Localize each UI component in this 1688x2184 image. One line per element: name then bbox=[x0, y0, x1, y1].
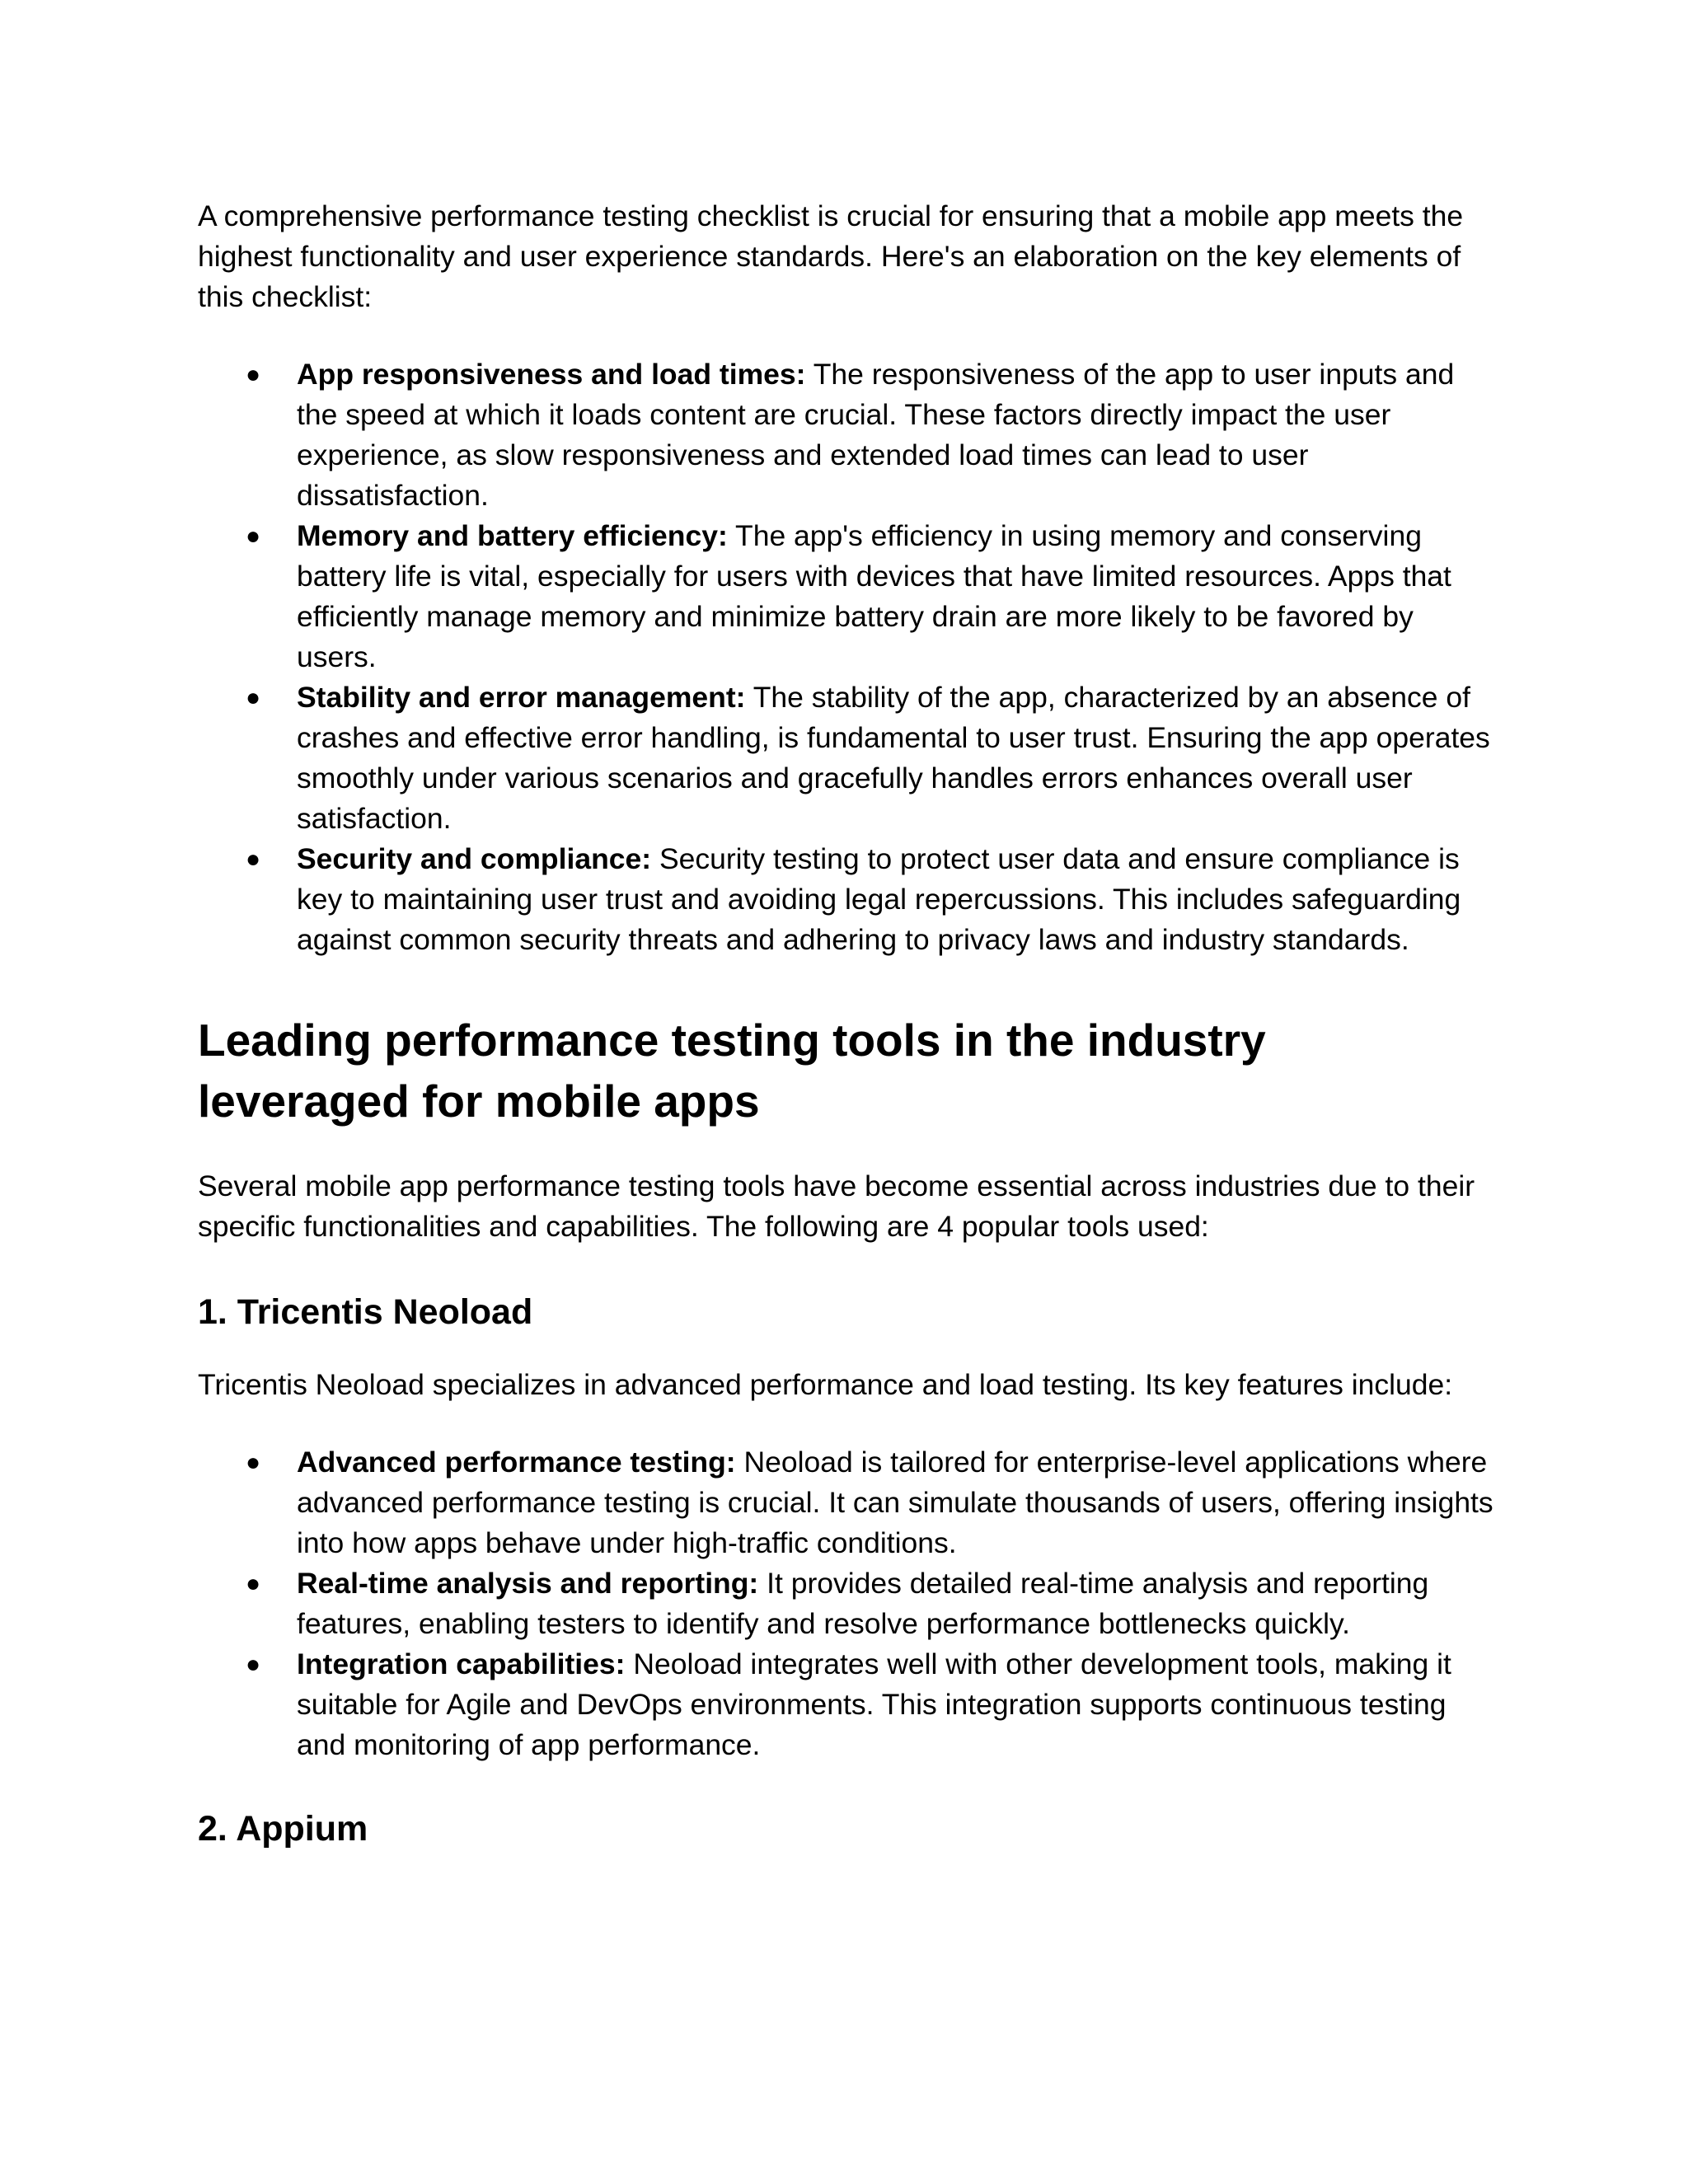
list-item-title: Memory and battery efficiency: bbox=[297, 519, 728, 552]
intro-paragraph: A comprehensive performance testing checklist is crucial for ensuring that a mobile app meets the highest functionality and user experience standards. Here's an elaboration on the key elements of this checklist: bbox=[198, 199, 1464, 313]
bullet-icon: ● bbox=[246, 1570, 261, 1597]
section-intro-paragraph: Several mobile app performance testing tools have become essential across industries due to their specific functionalities and capabilities. The following are 4 popular tools used: bbox=[198, 1169, 1475, 1243]
document-page bbox=[198, 196, 1500, 1853]
bullet-icon: ● bbox=[246, 846, 261, 873]
list-item-title: Security and compliance: bbox=[297, 842, 652, 875]
list-item-text: Security testing to protect user data and ensure compliance is key to maintaining user trust and avoiding legal repercussions. This includes safeguarding against common security threats and adhering to privacy laws and industry standards. bbox=[297, 842, 1461, 956]
list-item-title: Integration capabilities: bbox=[297, 1647, 626, 1680]
list-item-title: Advanced performance testing: bbox=[297, 1446, 736, 1479]
bullet-icon: ● bbox=[246, 1449, 261, 1476]
list-item-title: Real-time analysis and reporting: bbox=[297, 1567, 759, 1600]
bullet-icon: ● bbox=[246, 1651, 261, 1678]
tool-heading-tricentis-neoload: 1. Tricentis Neoload bbox=[198, 1292, 533, 1332]
list-item-title: App responsiveness and load times: bbox=[297, 358, 806, 391]
list-item bbox=[198, 354, 1500, 516]
section-heading-line1: Leading performance testing tools in the industry bbox=[198, 1015, 1266, 1066]
list-item bbox=[198, 1563, 1500, 1644]
bullet-icon: ● bbox=[246, 361, 261, 388]
section-heading bbox=[198, 1010, 1500, 1132]
list-item-text: Neoload integrates well with other development tools, making it suitable for Agile and DevOps environments. This integration supports continuous testing and monitoring of app performance. bbox=[297, 1647, 1451, 1761]
checklist-list bbox=[198, 354, 1500, 960]
list-item-text: The stability of the app, characterized by an absence of crashes and effective error handling, is fundamental to user trust. Ensuring the app operates smoothly under various scenarios and gracefully handles errors enhances overall user satisfaction. bbox=[297, 681, 1490, 835]
bullet-icon: ● bbox=[246, 684, 261, 711]
list-item bbox=[198, 516, 1500, 677]
list-item-text: Neoload is tailored for enterprise-level applications where advanced performance testing is crucial. It can simulate thousands of users, offering insights into how apps behave under high-traffic conditions. bbox=[297, 1446, 1493, 1559]
list-item-text: It provides detailed real-time analysis and reporting features, enabling testers to identify and resolve performance bottlenecks quickly. bbox=[297, 1567, 1429, 1640]
list-item-text: The app's efficiency in using memory and conserving battery life is vital, especially for users with devices that have limited resources. Apps that efficiently manage memory and minimize battery drain are more likely to be favored by users. bbox=[297, 519, 1451, 673]
list-item bbox=[198, 839, 1500, 960]
tool-intro-paragraph: Tricentis Neoload specializes in advanced performance and load testing. Its key features include: bbox=[198, 1368, 1453, 1401]
bullet-icon: ● bbox=[246, 523, 261, 550]
list-item bbox=[198, 1442, 1500, 1563]
tool-features-list bbox=[198, 1442, 1500, 1765]
list-item-text: The responsiveness of the app to user inputs and the speed at which it loads content are crucial. These factors directly impact the user experience, as slow responsiveness and extended load times can lead to user dissatisfaction. bbox=[297, 358, 1455, 512]
list-item bbox=[198, 677, 1500, 839]
list-item bbox=[198, 1644, 1500, 1765]
list-item-title: Stability and error management: bbox=[297, 681, 746, 714]
tool-heading-appium: 2. Appium bbox=[198, 1809, 368, 1849]
section-heading-line2: leveraged for mobile apps bbox=[198, 1076, 760, 1127]
